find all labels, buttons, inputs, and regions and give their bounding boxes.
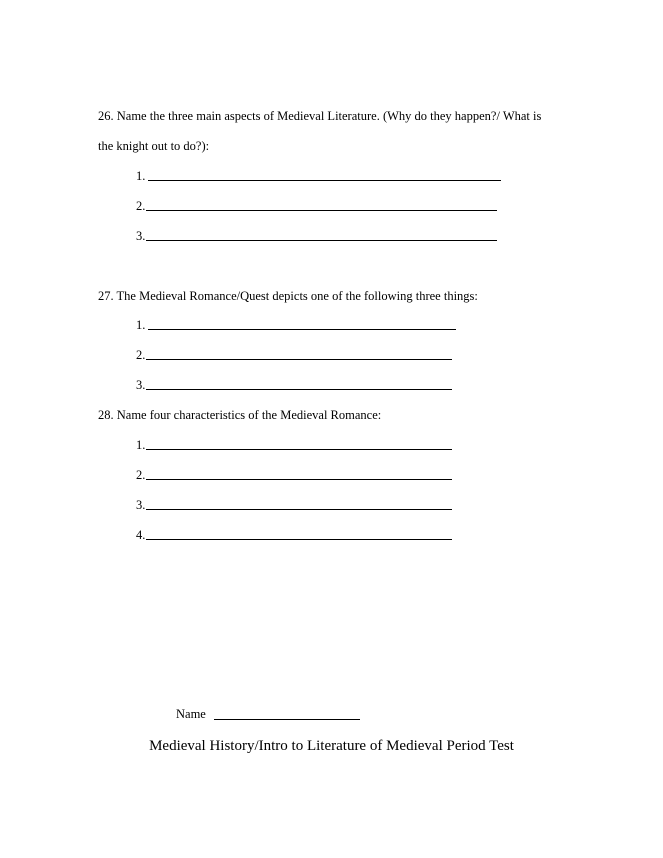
q27-answer-2-blank[interactable] [146, 359, 452, 360]
q28-answer-4-blank[interactable] [146, 539, 452, 540]
q27-answer-2-label: 2. [136, 348, 146, 362]
q26-answer-1-blank[interactable] [148, 180, 501, 181]
q28-answer-3-label: 3. [136, 498, 146, 512]
name-field-blank[interactable] [214, 719, 360, 720]
q26-prompt-line2: the knight out to do?): [98, 139, 210, 153]
q27-answer-1-label: 1. [136, 318, 146, 332]
q28-prompt: 28. Name four characteristics of the Medieval Romance: [98, 408, 382, 422]
q27-answer-3-label: 3. [136, 378, 146, 392]
q26-answer-1-label: 1. [136, 169, 146, 183]
q26-answer-3-blank[interactable] [146, 240, 497, 241]
q28-answer-3-blank[interactable] [146, 509, 452, 510]
q28-answer-1-blank[interactable] [146, 449, 452, 450]
q28-answer-4-label: 4. [136, 528, 146, 542]
q28-answer-2-label: 2. [136, 468, 146, 482]
name-label: Name [176, 707, 206, 721]
q27-prompt: 27. The Medieval Romance/Quest depicts one of the following three things: [98, 289, 478, 303]
q26-answer-2-blank[interactable] [146, 210, 497, 211]
q28-answer-1-label: 1. [136, 438, 146, 452]
q26-prompt-line1: 26. Name the three main aspects of Medieval Literature. (Why do they happen?/ What is [98, 109, 542, 123]
q27-answer-1-blank[interactable] [148, 329, 456, 330]
test-title: Medieval History/Intro to Literature of Medieval Period Test [149, 738, 514, 754]
q26-answer-3-label: 3. [136, 229, 146, 243]
q27-answer-3-blank[interactable] [146, 389, 452, 390]
q26-answer-2-label: 2. [136, 199, 146, 213]
q28-answer-2-blank[interactable] [146, 479, 452, 480]
